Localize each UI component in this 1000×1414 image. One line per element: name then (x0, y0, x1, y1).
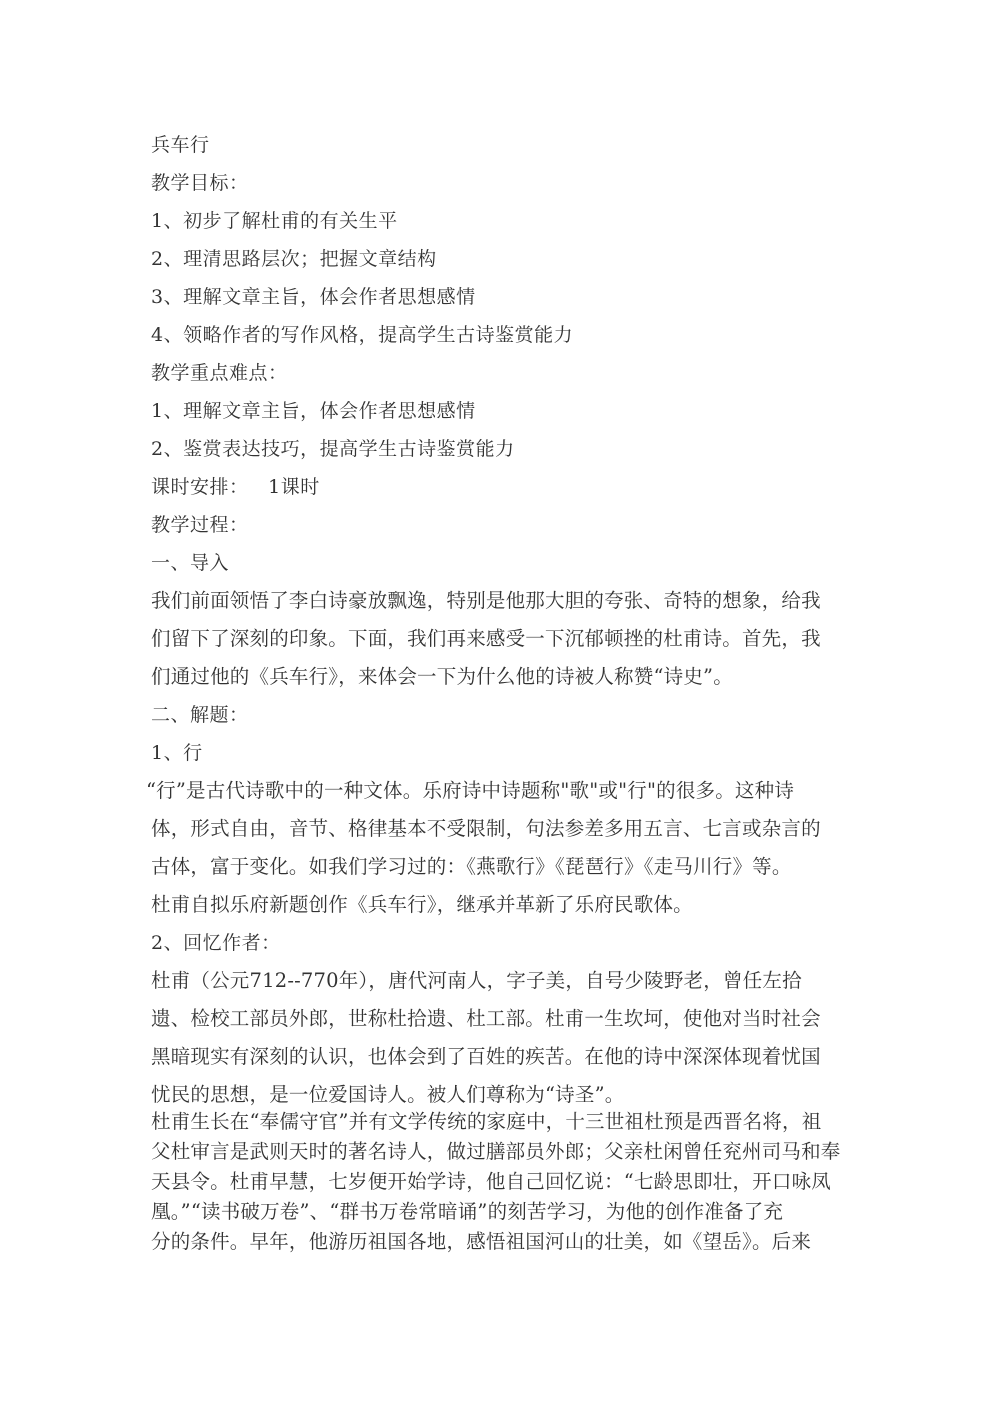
key-points-heading: 教学重点难点： (151, 362, 288, 384)
intro-paragraph-line: 们通过他的《兵车行》，来体会一下为什么他的诗被人称赞“诗史”。 (151, 665, 733, 688)
bio-paragraph-line: 天县令。杜甫早慧，七岁便开始学诗，他自己回忆说：“七龄思即壮，开口咏凤 (151, 1170, 831, 1193)
author-paragraph-line: 黑暗现实有深刻的认识，也体会到了百姓的疾苦。在他的诗中深深体现着忧国 (151, 1045, 821, 1068)
section-heading-title-explain: 二、解题： (151, 704, 249, 726)
bio-paragraph-line: 凰。”“读书破万卷”、“群书万卷常暗诵”的刻苦学习，为他的创作准备了充 (151, 1200, 784, 1223)
xing-paragraph-line: “行”是古代诗歌中的一种文体。乐府诗中诗题称"歌"或"行"的很多。这种诗 (146, 779, 795, 802)
bio-paragraph-line: 杜甫生长在“奉儒守官”并有文学传统的家庭中，十三世祖杜预是西晋名将，祖 (151, 1110, 822, 1133)
objectives-heading: 教学目标： (151, 172, 249, 194)
key-point-item: 2、鉴赏表达技巧，提高学生古诗鉴赏能力 (151, 438, 515, 460)
document-title: 兵车行 (151, 134, 210, 156)
objective-item: 2、理清思路层次；把握文章结构 (151, 248, 437, 270)
subheading-author: 2、回忆作者： (151, 932, 281, 954)
xing-paragraph-line: 古体，富于变化。如我们学习过的：《燕歌行》《琵琶行》《走马川行》等。 (151, 855, 792, 878)
process-heading: 教学过程： (151, 514, 249, 536)
key-point-item: 1、理解文章主旨，体会作者思想感情 (151, 400, 476, 422)
schedule-line: 课时安排： 1课时 (151, 476, 320, 498)
intro-paragraph-line: 们留下了深刻的印象。下面，我们再来感受一下沉郁顿挫的杜甫诗。首先，我 (151, 627, 821, 650)
bio-paragraph-line: 父杜审言是武则天时的著名诗人，做过膳部员外郎；父亲杜闲曾任兖州司马和奉 (151, 1140, 841, 1163)
intro-paragraph-line: 我们前面领悟了李白诗豪放飘逸，特别是他那大胆的夸张、奇特的想象，给我 (151, 589, 821, 612)
xing-paragraph-line: 杜甫自拟乐府新题创作《兵车行》，继承并革新了乐府民歌体。 (151, 893, 693, 916)
objective-item: 4、领略作者的写作风格，提高学生古诗鉴赏能力 (151, 324, 574, 346)
bio-paragraph-line: 分的条件。早年，他游历祖国各地，感悟祖国河山的壮美，如《望岳》。后来 (151, 1230, 812, 1253)
author-paragraph-line: 杜甫（公元712--770年），唐代河南人，字子美，自号少陵野老，曾任左拾 (151, 969, 802, 992)
section-heading-intro: 一、导入 (151, 552, 230, 574)
subheading-xing: 1、行 (151, 742, 203, 764)
author-paragraph-line: 忧民的思想，是一位爱国诗人。被人们尊称为“诗圣”。 (151, 1083, 625, 1106)
xing-paragraph-line: 体，形式自由，音节、格律基本不受限制，句法参差多用五言、七言或杂言的 (151, 817, 821, 840)
objective-item: 1、初步了解杜甫的有关生平 (151, 210, 398, 232)
author-paragraph-line: 遗、检校工部员外郎，世称杜拾遗、杜工部。杜甫一生坎坷，使他对当时社会 (151, 1007, 821, 1030)
objective-item: 3、理解文章主旨，体会作者思想感情 (151, 286, 476, 308)
